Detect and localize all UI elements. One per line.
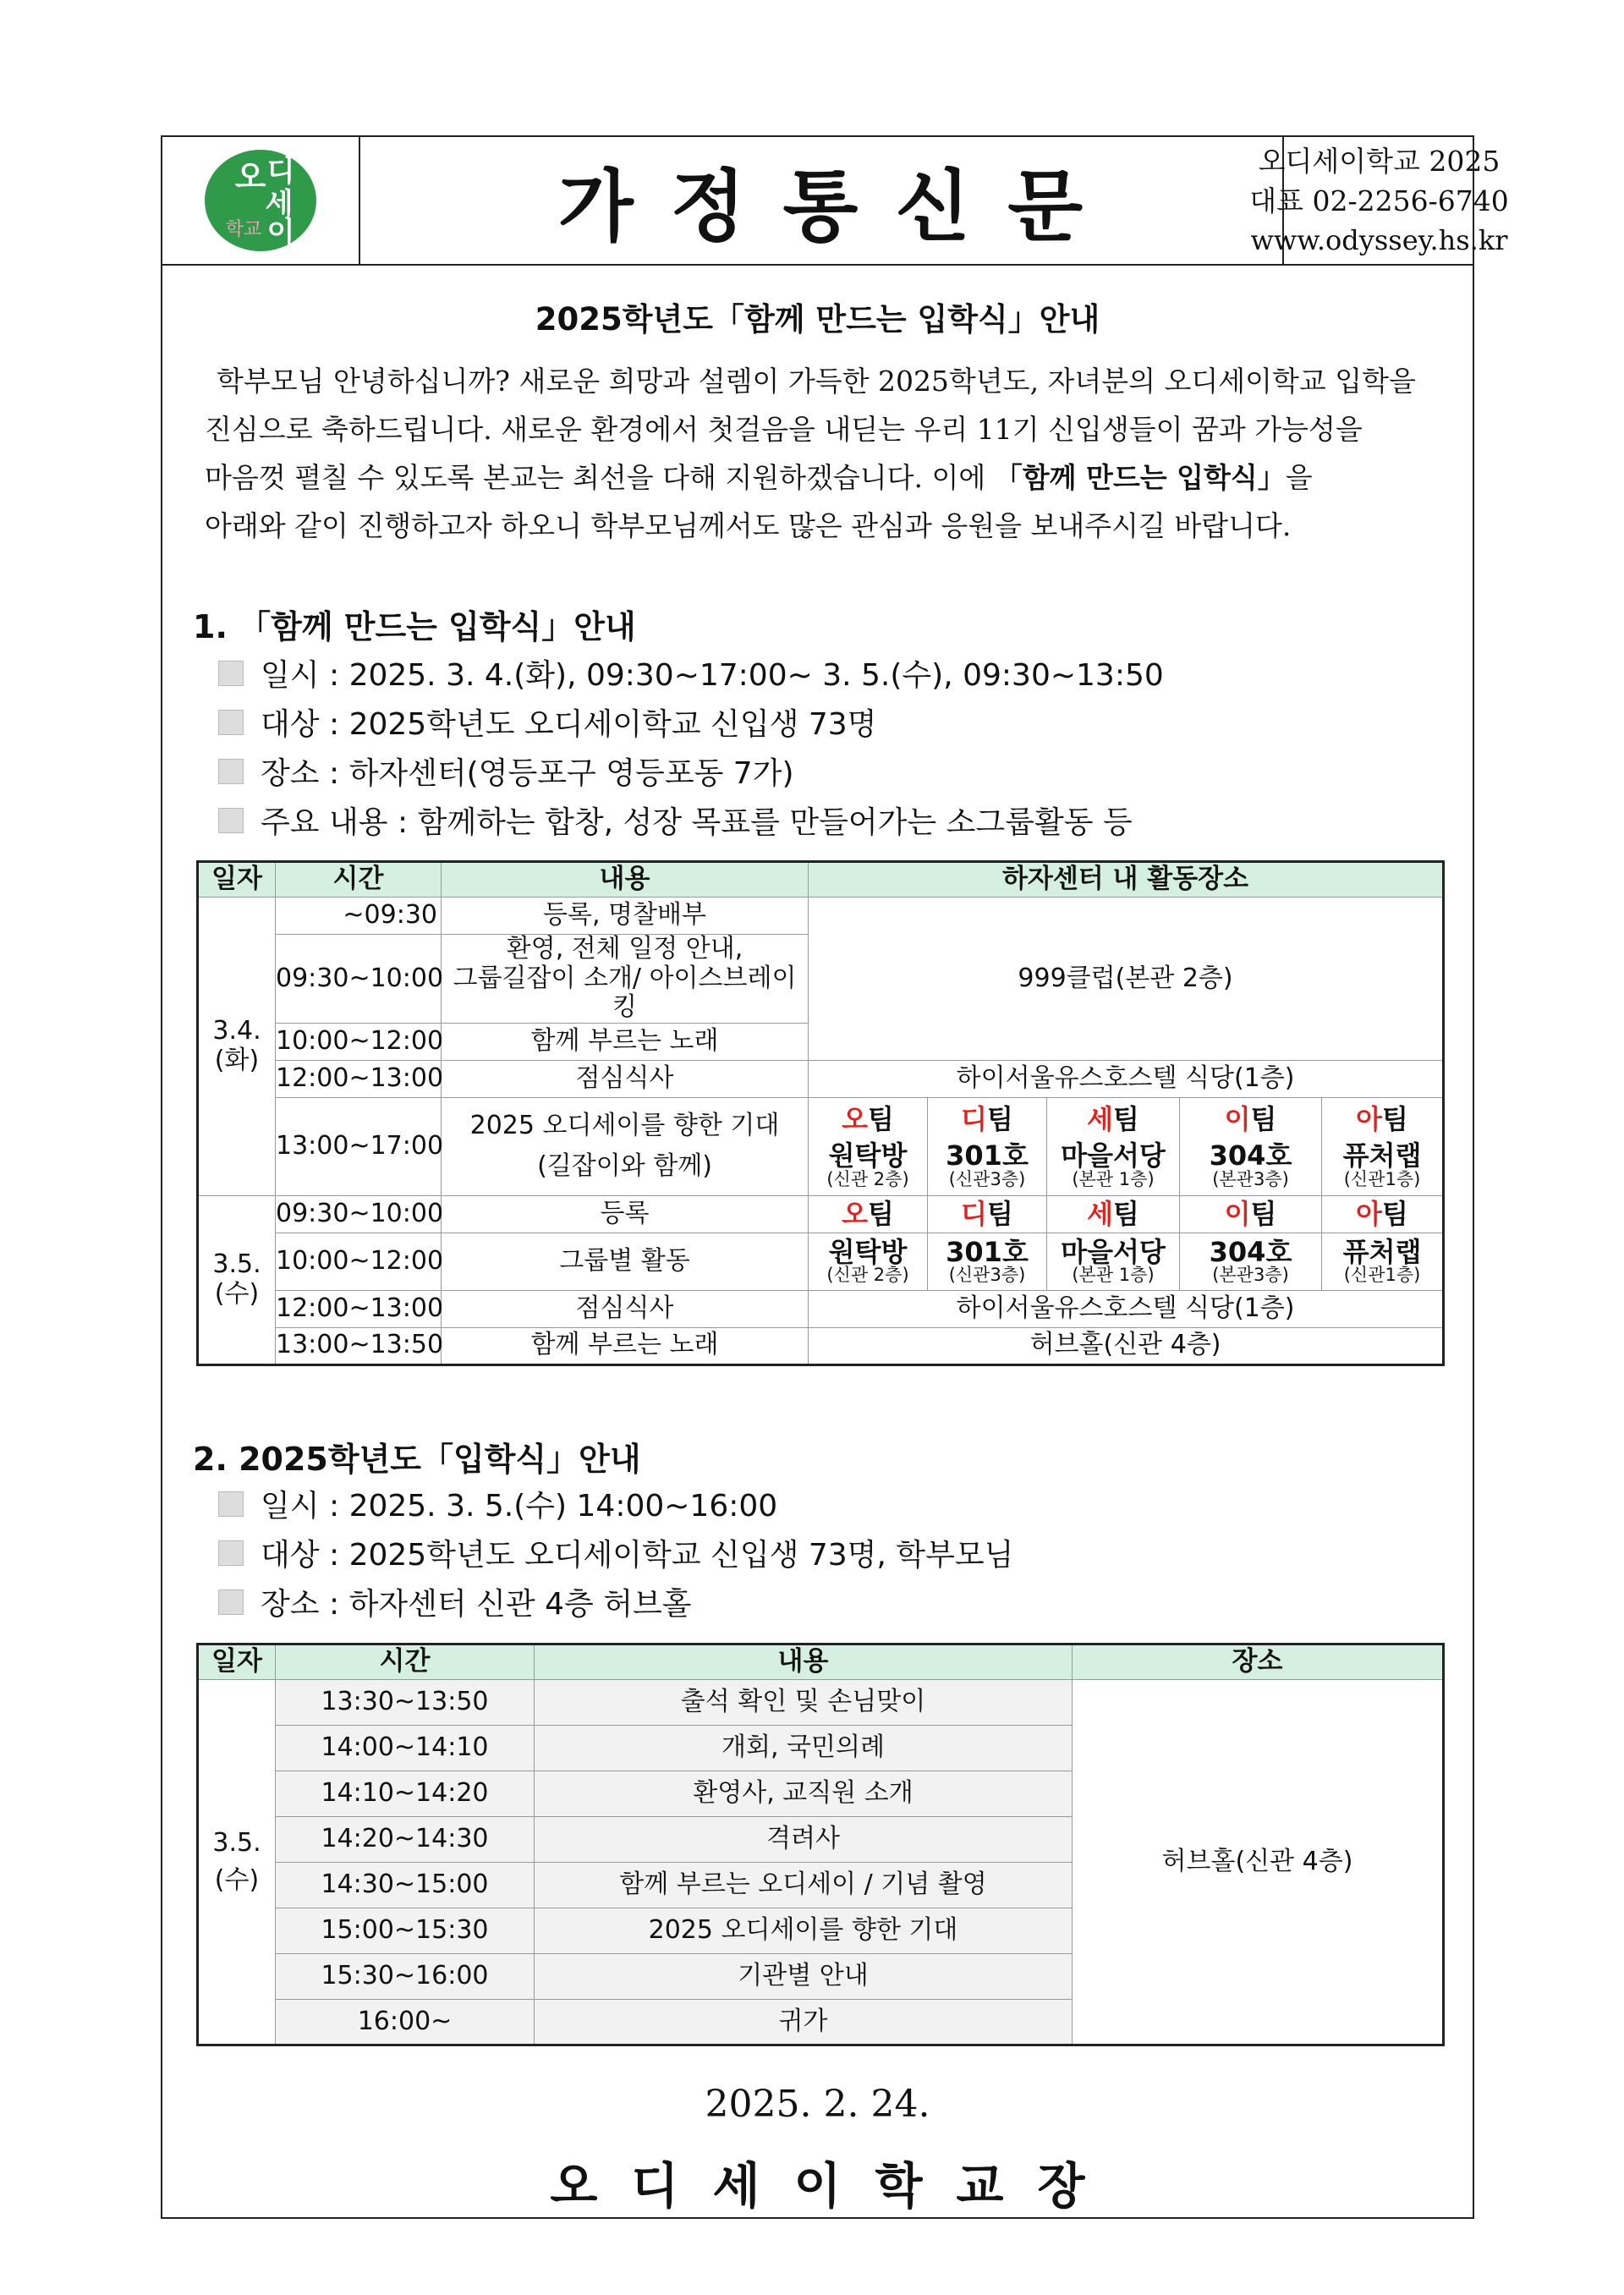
header-date: 일자: [198, 1644, 276, 1680]
team-room: 원탁방: [828, 1139, 908, 1172]
time-cell: 12:00~13:00: [276, 1060, 442, 1097]
bullet-text: 대상 : 2025학년도 오디세이학교 신입생 73명, 학부모님: [261, 1538, 1014, 1573]
team-building: (신관1층): [1343, 1168, 1421, 1189]
time-cell: 14:00~14:10: [276, 1726, 535, 1771]
logo-char-3: 세: [265, 187, 294, 221]
team-building: (신관 2층): [826, 1265, 909, 1286]
square-bullet-icon: [218, 1589, 244, 1615]
section-2-bullet: [218, 1580, 692, 1623]
section-1-bullet: [218, 700, 876, 744]
time-cell: 15:30~16:00: [276, 1954, 535, 2000]
team-room: 퓨처랩: [1342, 1235, 1422, 1268]
team-room: 304호: [1209, 1235, 1292, 1268]
logo-char-4: 이: [266, 216, 295, 250]
team-room: 304호: [1209, 1139, 1292, 1172]
team-initial: 아: [1356, 1103, 1383, 1136]
team-suffix: 팀: [1250, 1197, 1277, 1230]
team-suffix: 팀: [868, 1103, 894, 1136]
logo-char-5: 학교: [225, 219, 262, 240]
time-cell: 14:30~15:00: [276, 1863, 535, 1908]
issue-date: 2025. 2. 24.: [705, 2083, 930, 2126]
place-cell: 999클럽(본관 2층): [809, 898, 1444, 1061]
time-cell: ~09:30: [276, 898, 442, 935]
logo-cell: [162, 137, 360, 264]
team-initial: 오: [842, 1103, 868, 1136]
header-place: 장소: [1073, 1644, 1444, 1680]
page-title: 가정통신문: [557, 162, 1121, 252]
team-room-cell: [1180, 1233, 1322, 1290]
header-date: 일자: [198, 862, 276, 898]
team-room-cell: [928, 1233, 1047, 1290]
section-1-bullet: [218, 651, 1164, 695]
intro-highlight: 「함께 만드는 입학식」: [994, 461, 1286, 494]
intro-line-3a: 마음껏 펼칠 수 있도록 본교는 최선을 다해 지원하겠습니다. 이에: [205, 461, 986, 494]
section-1-bullet: [218, 799, 1133, 842]
content-cell: 환영사, 교직원 소개: [535, 1771, 1073, 1817]
school-phone: 대표 02-2256-6740: [1249, 184, 1509, 217]
header: [162, 137, 1509, 266]
time-cell: 13:00~17:00: [276, 1097, 442, 1195]
place-cell: 허브홀(신관 4층): [1073, 1680, 1444, 2045]
team-cell: [928, 1097, 1047, 1195]
team-suffix: 팀: [987, 1197, 1013, 1230]
team-building: (본관 1층): [1072, 1265, 1155, 1286]
team-cell: [1322, 1097, 1444, 1195]
team-initial: 디: [961, 1197, 987, 1230]
team-suffix: 팀: [987, 1103, 1013, 1136]
team-suffix: 팀: [1113, 1103, 1139, 1136]
day-date: 3.5.: [212, 1249, 261, 1279]
ceremony-schedule-table: [196, 1643, 1445, 2046]
time-cell: 10:00~12:00: [276, 1233, 442, 1290]
square-bullet-icon: [218, 808, 244, 833]
header-time: 시간: [276, 1644, 535, 1680]
section-1-title: 1. 「함께 만드는 입학식」안내: [193, 608, 636, 645]
day-cell: [198, 898, 276, 1196]
section-1-bullet: [218, 749, 794, 793]
team-room: 마을서당: [1061, 1139, 1166, 1172]
content-cell: 격려사: [535, 1817, 1073, 1863]
time-cell: 09:30~10:00: [276, 1195, 442, 1233]
intro-line-3: [205, 453, 1457, 502]
newsletter-page: [161, 135, 1509, 2219]
team-cell: [1180, 1097, 1322, 1195]
time-cell: 09:30~10:00: [276, 935, 442, 1024]
content-cell: 귀가: [535, 2000, 1073, 2045]
content-cell: [442, 935, 809, 1024]
square-bullet-icon: [218, 1540, 244, 1566]
intro-line-1: 학부모님 안녕하십니까? 새로운 희망과 설렘이 가득한 2025학년도, 자녀분의 오디세이학교 입학을: [217, 365, 1416, 398]
logo-char-2: 디: [266, 155, 295, 189]
place-cell: 하이서울유스호스텔 식당(1층): [809, 1290, 1444, 1327]
team-label: [1322, 1195, 1444, 1233]
place-cell: 허브홀(신관 4층): [809, 1327, 1444, 1364]
document-title: 2025학년도「함께 만드는 입학식」안내: [535, 301, 1100, 338]
header-time: 시간: [276, 862, 442, 898]
team-room-cell: [1322, 1233, 1444, 1290]
team-room-cell: [809, 1233, 928, 1290]
team-room: 원탁방: [828, 1235, 908, 1268]
bullet-text: 일시 : 2025. 3. 5.(수) 14:00~16:00: [261, 1489, 778, 1524]
place-cell: 하이서울유스호스텔 식당(1층): [809, 1060, 1444, 1097]
content-cell: 함께 부르는 오디세이 / 기념 촬영: [535, 1863, 1073, 1908]
orientation-schedule-table: [196, 860, 1445, 1366]
logo-char-1: 오: [234, 158, 266, 195]
day-cell: [198, 1680, 276, 2045]
header-content: 내용: [535, 1644, 1073, 1680]
bullet-text: 주요 내용 : 함께하는 합창, 성장 목표를 만들어가는 소그룹활동 등: [261, 805, 1133, 840]
team-label: [928, 1195, 1047, 1233]
section-2-bullet: [218, 1531, 1013, 1574]
time-cell: 14:20~14:30: [276, 1817, 535, 1863]
square-bullet-icon: [218, 661, 244, 686]
school-website: www.odyssey.hs.kr: [1250, 223, 1508, 256]
team-cell: [809, 1097, 928, 1195]
team-suffix: 팀: [1382, 1197, 1408, 1230]
team-room: 퓨처랩: [1342, 1139, 1422, 1172]
bullet-text: 장소 : 하자센터(영등포구 영등포동 7가): [261, 756, 794, 791]
team-room: 301호: [946, 1139, 1029, 1172]
team-initial: 세: [1087, 1103, 1113, 1136]
team-initial: 디: [961, 1103, 987, 1136]
content-cell: 점심식사: [442, 1290, 809, 1327]
team-suffix: 팀: [868, 1197, 894, 1230]
content-cell: 개회, 국민의례: [535, 1726, 1073, 1771]
content-cell: 등록, 명찰배부: [442, 898, 809, 935]
day-weekday: (수): [214, 1278, 260, 1309]
time-cell: 13:00~13:50: [276, 1327, 442, 1364]
team-building: (신관3층): [948, 1168, 1026, 1189]
bullet-text: 대상 : 2025학년도 오디세이학교 신입생 73명: [261, 707, 877, 742]
content-cell: 등록: [442, 1195, 809, 1233]
team-label: [809, 1195, 928, 1233]
time-cell: 12:00~13:00: [276, 1290, 442, 1327]
time-cell: 14:10~14:20: [276, 1771, 535, 1817]
content-cell: 점심식사: [442, 1060, 809, 1097]
intro-line-2: 진심으로 축하드립니다. 새로운 환경에서 첫걸음을 내딛는 우리 11기 신입생들이 꿈과 가능성을: [205, 413, 1363, 446]
team-cell: [1047, 1097, 1180, 1195]
day-weekday: (수): [214, 1865, 260, 1895]
bullet-text: 장소 : 하자센터 신관 4층 허브홀: [261, 1587, 692, 1622]
square-bullet-icon: [218, 1491, 244, 1517]
time-cell: 10:00~12:00: [276, 1023, 442, 1060]
school-year: 오디세이학교 2025: [1258, 144, 1501, 178]
square-bullet-icon: [218, 759, 244, 784]
team-initial: 아: [1356, 1197, 1383, 1230]
day-date: 3.4.: [212, 1016, 261, 1046]
team-building: (본관3층): [1212, 1168, 1289, 1189]
team-room: 301호: [946, 1235, 1029, 1268]
team-initial: 이: [1224, 1103, 1251, 1136]
team-room-cell: [1047, 1233, 1180, 1290]
day-date: 3.5.: [212, 1827, 261, 1858]
team-label: [1047, 1195, 1180, 1233]
team-label: [1180, 1195, 1322, 1233]
team-suffix: 팀: [1250, 1103, 1277, 1136]
team-building: (신관 2층): [826, 1168, 909, 1189]
section-2-bullet: [218, 1482, 777, 1525]
content-line: 환영, 전체 일정 안내,: [506, 934, 743, 964]
content-line: 그룹길잡이 소개/ 아이스브레이킹: [453, 963, 797, 1022]
team-initial: 오: [842, 1197, 868, 1230]
square-bullet-icon: [218, 710, 244, 735]
content-cell: 기관별 안내: [535, 1954, 1073, 2000]
intro-line-3c: 을: [1285, 461, 1313, 494]
time-cell: 16:00~: [276, 2000, 535, 2045]
intro-line-4: 아래와 같이 진행하고자 하오니 학부모님께서도 많은 관심과 응원을 보내주시길 바랍니다.: [205, 509, 1292, 542]
content-cell: 출석 확인 및 손님맞이: [535, 1680, 1073, 1726]
content-cell: [442, 1097, 809, 1195]
team-building: (신관3층): [948, 1265, 1026, 1286]
day-weekday: (화): [214, 1045, 260, 1075]
content-cell: 함께 부르는 노래: [442, 1023, 809, 1060]
principal-signature: 오디세이학교장: [550, 2157, 1119, 2215]
title-cell: [359, 137, 1284, 264]
team-suffix: 팀: [1382, 1103, 1408, 1136]
team-initial: 이: [1224, 1197, 1251, 1230]
content-cell: 함께 부르는 노래: [442, 1327, 809, 1364]
time-cell: 13:30~13:50: [276, 1680, 535, 1726]
section-2-title: 2. 2025학년도「입학식」안내: [193, 1441, 641, 1478]
team-initial: 세: [1087, 1197, 1113, 1230]
team-room: 마을서당: [1061, 1235, 1166, 1268]
content-line: 2025 오디세이를 향한 기대: [469, 1110, 780, 1140]
content-cell: 그룹별 활동: [442, 1233, 809, 1290]
bullet-text: 일시 : 2025. 3. 4.(화), 09:30~17:00~ 3. 5.(수), 09:30~13:50: [261, 658, 1164, 693]
content-line: (길잡이와 함께): [537, 1151, 712, 1181]
time-cell: 15:00~15:30: [276, 1908, 535, 1954]
school-info: [1249, 137, 1509, 264]
intro-paragraph: [205, 357, 1457, 550]
content-cell: 2025 오디세이를 향한 기대: [535, 1908, 1073, 1954]
header-content: 내용: [442, 862, 809, 898]
school-logo: [201, 147, 320, 254]
day-cell: [198, 1195, 276, 1364]
team-suffix: 팀: [1113, 1197, 1139, 1230]
team-building: (본관 1층): [1072, 1168, 1155, 1189]
header-place: 하자센터 내 활동장소: [809, 862, 1444, 898]
team-building: (본관3층): [1212, 1265, 1289, 1286]
team-building: (신관1층): [1343, 1265, 1421, 1286]
